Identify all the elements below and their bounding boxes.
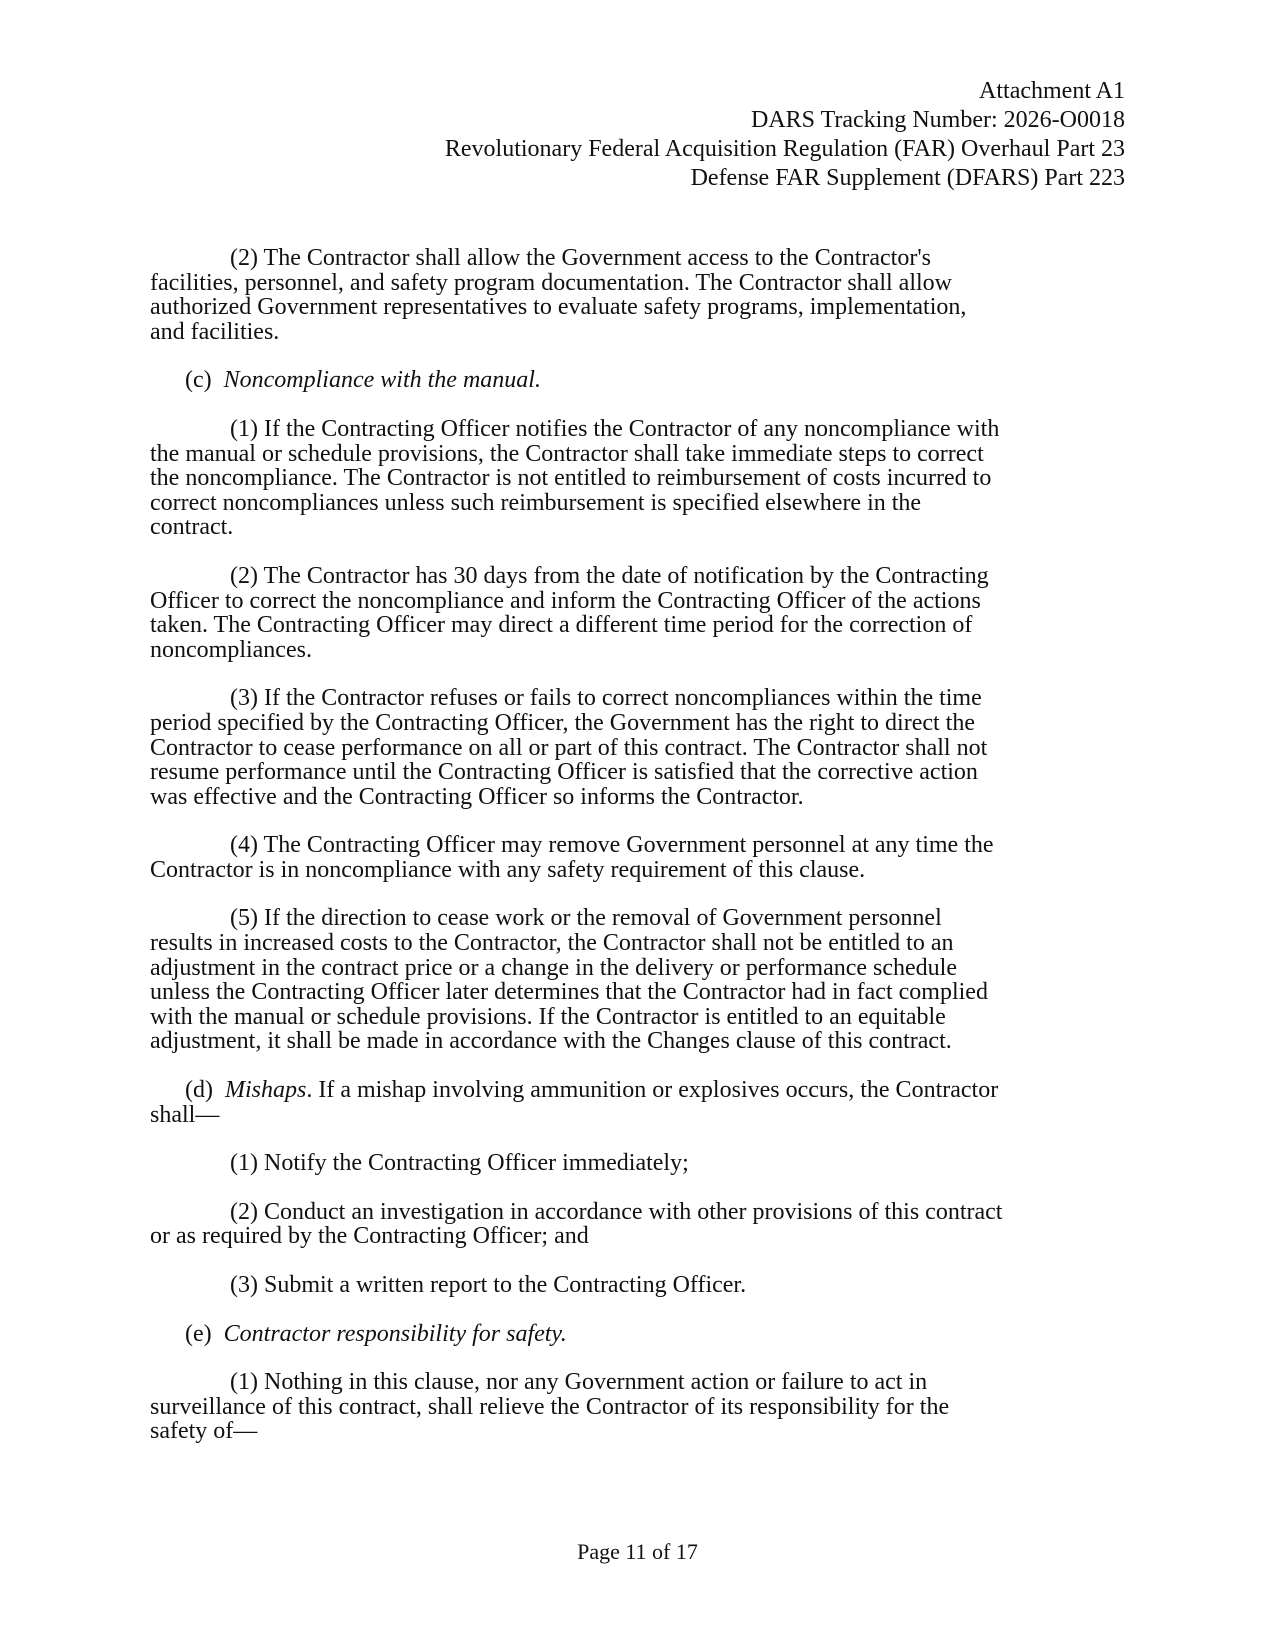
paragraph-c3	[150, 686, 1130, 809]
paragraph-line: surveillance of this contract, shall relieve the Contractor of its responsibility for the	[150, 1393, 950, 1420]
paragraph-line: noncompliances.	[150, 636, 312, 663]
paragraph-line: and facilities.	[150, 318, 280, 345]
paragraph-line: resume performance until the Contracting Officer is satisfied that the corrective action	[150, 759, 978, 786]
paragraph-line: (2) Conduct an investigation in accordance with other provisions of this contract	[230, 1198, 1003, 1225]
paragraph-c5	[150, 906, 1130, 1054]
page-number: Page 11 of 17	[577, 1539, 698, 1564]
paragraph-line: (5) If the direction to cease work or the removal of Government personnel	[230, 905, 942, 932]
paragraph-line: safety of—	[150, 1418, 258, 1445]
section-title: Noncompliance with the manual.	[223, 367, 541, 394]
paragraph-line: adjustment in the contract price or a change in the delivery or performance schedule	[150, 954, 957, 981]
paragraph-text: . If a mishap involving ammunition or explosives occurs, the Contractor	[306, 1077, 999, 1104]
paragraph-line: results in increased costs to the Contractor, the Contractor shall not be entitled to an	[150, 930, 954, 957]
paragraph-line: with the manual or schedule provisions. If the Contractor is entitled to an equitable	[150, 1003, 946, 1030]
paragraph-c2	[150, 564, 1130, 662]
section-heading-e	[150, 1322, 1130, 1347]
paragraph-d	[150, 1078, 1130, 1127]
document-body	[150, 246, 1130, 1468]
tracking-number: DARS Tracking Number: 2026-O0018	[750, 107, 1125, 133]
paragraph-line: (1) Nothing in this clause, nor any Government action or failure to act in	[230, 1369, 928, 1396]
paragraph-line: the manual or schedule provisions, the Contractor shall take immediate steps to correct	[150, 440, 984, 467]
paragraph-line: was effective and the Contracting Officer so informs the Contractor.	[150, 783, 804, 810]
paragraph-line: Contractor to cease performance on all or part of this contract. The Contractor shall not	[150, 734, 988, 761]
paragraph-line: the noncompliance. The Contractor is not entitled to reimbursement of costs incurred to	[150, 465, 992, 492]
paragraph-c1	[150, 417, 1130, 540]
section-label: (d)	[185, 1077, 213, 1104]
paragraph-line: authorized Government representatives to evaluate safety programs, implementation,	[150, 294, 967, 321]
paragraph-line: or as required by the Contracting Officer; and	[150, 1223, 589, 1250]
section-label: (c)	[185, 367, 212, 394]
paragraph-line: shall—	[150, 1101, 220, 1128]
paragraph-line: (3) If the Contractor refuses or fails to correct noncompliances within the time	[230, 685, 982, 712]
paragraph-line: taken. The Contracting Officer may direct a different time period for the correction of	[150, 612, 973, 639]
paragraph-line: facilities, personnel, and safety program documentation. The Contractor shall allow	[150, 269, 952, 296]
paragraph-b2	[150, 246, 1130, 344]
paragraph-line: (4) The Contracting Officer may remove Government personnel at any time the	[230, 832, 994, 859]
paragraph-line: unless the Contracting Officer later determines that the Contractor had in fact complied	[150, 979, 988, 1006]
paragraph-line: contract.	[150, 514, 234, 541]
supplement-title: Defense FAR Supplement (DFARS) Part 223	[690, 165, 1125, 191]
document-header	[445, 77, 1125, 193]
section-title: Contractor responsibility for safety.	[223, 1320, 567, 1347]
paragraph-d3	[150, 1273, 1130, 1298]
paragraph-line: adjustment, it shall be made in accordance with the Changes clause of this contract.	[150, 1028, 952, 1055]
paragraph-line: (1) If the Contracting Officer notifies the Contractor of any noncompliance with	[230, 415, 1000, 442]
paragraph-line	[150, 1078, 1130, 1103]
paragraph-c4	[150, 833, 1130, 882]
section-label: (e)	[185, 1320, 212, 1347]
paragraph-e1	[150, 1370, 1130, 1444]
paragraph-line: (2) The Contractor has 30 days from the date of notification by the Contracting	[230, 562, 989, 589]
paragraph-d2	[150, 1200, 1130, 1249]
section-title: Mishaps	[224, 1077, 307, 1104]
attachment-label: Attachment A1	[979, 78, 1125, 104]
paragraph-line: (1) Notify the Contracting Officer immediately;	[230, 1150, 689, 1177]
paragraph-line: (2) The Contractor shall allow the Government access to the Contractor's	[230, 245, 932, 271]
paragraph-line: Officer to correct the noncompliance and inform the Contracting Officer of the actions	[150, 587, 981, 614]
paragraph-line: Contractor is in noncompliance with any safety requirement of this clause.	[150, 856, 866, 883]
section-heading-c	[150, 368, 1130, 393]
paragraph-line: (3) Submit a written report to the Contracting Officer.	[230, 1272, 747, 1298]
paragraph-line: correct noncompliances unless such reimbursement is specified elsewhere in the	[150, 489, 922, 516]
paragraph-line: period specified by the Contracting Officer, the Government has the right to direct the	[150, 709, 975, 736]
regulation-title: Revolutionary Federal Acquisition Regulation (FAR) Overhaul Part 23	[444, 136, 1125, 162]
paragraph-d1	[150, 1151, 1130, 1176]
